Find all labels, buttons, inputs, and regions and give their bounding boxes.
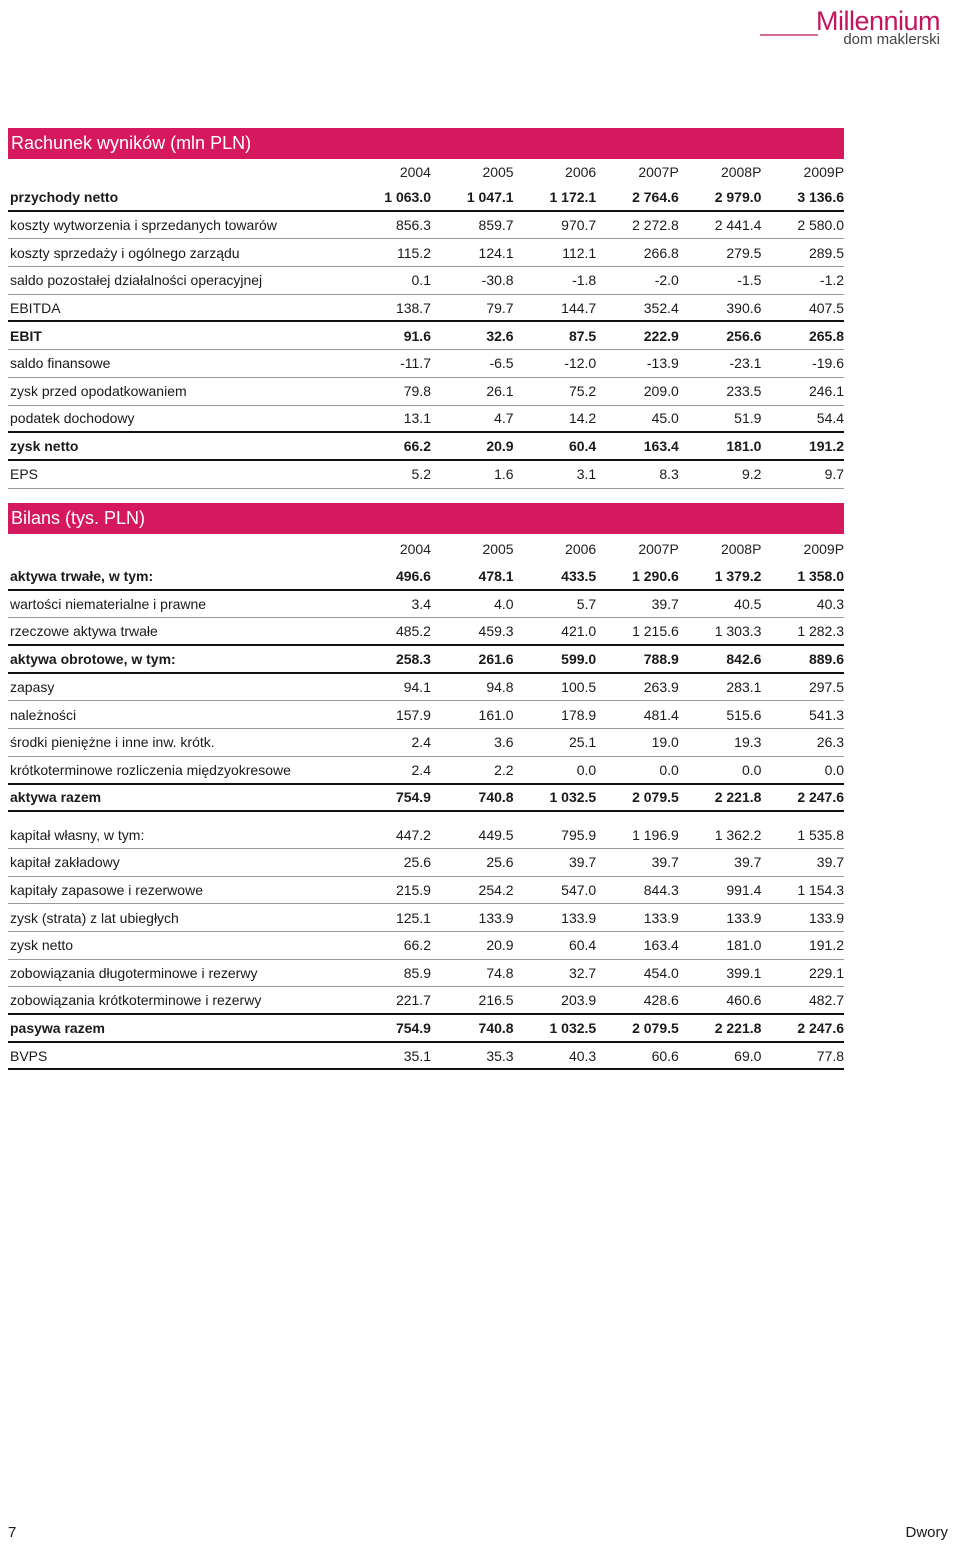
row-label: zapasy (10, 679, 55, 696)
row-label: zobowiązania krótkoterminowe i rezerwy (10, 992, 262, 1009)
table-cell: 125.1 (395, 909, 431, 926)
table-cell: 859.7 (478, 217, 514, 234)
table-cell: 9.2 (741, 466, 762, 483)
table-cell: 352.4 (643, 299, 679, 316)
table-cell: 26.3 (816, 734, 845, 751)
table-cell: 87.5 (568, 327, 597, 344)
table-cell: 77.8 (816, 1047, 845, 1064)
table-cell: 209.0 (643, 383, 679, 400)
table-cell: 1 047.1 (466, 188, 514, 205)
year-header: 2009P (803, 540, 845, 557)
table-cell: 447.2 (395, 826, 431, 843)
table-cell: 0.0 (576, 761, 597, 778)
table-row (8, 461, 844, 489)
year-header: 2009P (803, 163, 845, 180)
row-label: krótkoterminowe rozliczenia międzyokresowe (10, 761, 291, 778)
table-cell: -1.8 (572, 272, 597, 289)
year-header: 2004 (399, 163, 431, 180)
table-cell: 133.9 (561, 909, 597, 926)
table-cell: 1 154.3 (797, 881, 845, 898)
table-cell: 75.2 (568, 383, 597, 400)
table-cell: 4.7 (494, 410, 514, 427)
row-label: kapitał własny, w tym: (10, 826, 145, 843)
row-label: środki pieniężne i inne inw. krótk. (10, 734, 215, 751)
table-cell: 1 358.0 (797, 567, 845, 584)
table-cell: 3.4 (411, 596, 431, 613)
table-cell: 19.0 (651, 734, 679, 751)
table-cell: 161.0 (478, 706, 514, 723)
page-number: 7 (8, 1524, 17, 1541)
row-label: saldo pozostałej działalności operacyjnej (10, 272, 263, 289)
table-cell: 79.8 (403, 383, 431, 400)
table-cell: 1 172.1 (549, 188, 597, 205)
table-cell: 754.9 (395, 1019, 431, 1036)
table-row (8, 618, 844, 646)
table-cell: 229.1 (808, 964, 845, 981)
table-row (8, 322, 844, 350)
table-cell: 94.8 (486, 679, 514, 696)
assets-rows (8, 563, 844, 812)
table-cell: 2 079.5 (632, 1019, 679, 1036)
brand-logo (760, 2, 940, 52)
year-header: 2006 (565, 163, 597, 180)
table-cell: 69.0 (734, 1047, 762, 1064)
income-statement-table (8, 128, 844, 489)
table-cell: -11.7 (400, 355, 431, 372)
table-cell: 795.9 (561, 826, 597, 843)
row-label: należności (10, 706, 77, 723)
table-cell: 233.5 (726, 383, 762, 400)
logo-swoosh-icon (760, 2, 820, 42)
table-cell: 115.2 (396, 244, 431, 261)
table-cell: 216.5 (478, 992, 514, 1009)
table-cell: 40.3 (568, 1047, 597, 1064)
table-row (8, 406, 844, 434)
table-row (8, 433, 844, 461)
table-cell: 754.9 (395, 789, 431, 806)
table-cell: 2 247.6 (797, 1019, 845, 1036)
liabilities-rows (8, 821, 844, 1070)
table-cell: 449.5 (478, 826, 514, 843)
table-cell: 191.2 (808, 937, 845, 954)
table-cell: 740.8 (478, 1019, 514, 1036)
table-cell: 2 764.6 (632, 188, 679, 205)
row-label: przychody netto (10, 188, 119, 205)
table-cell: -2.0 (654, 272, 679, 289)
table-cell: -30.8 (481, 272, 514, 289)
table-cell: 478.1 (478, 567, 514, 584)
year-header: 2008P (720, 163, 762, 180)
table-row (8, 877, 844, 905)
table-cell: 1 032.5 (549, 789, 597, 806)
table-cell: 991.4 (726, 881, 762, 898)
table-cell: 1 379.2 (714, 567, 762, 584)
table-cell: 2 441.4 (714, 217, 762, 234)
table-cell: 3.6 (494, 734, 514, 751)
table-cell: 1 290.6 (632, 567, 679, 584)
table-cell: 399.1 (726, 964, 762, 981)
table-cell: 428.6 (643, 992, 679, 1009)
year-header: 2005 (482, 163, 514, 180)
table-cell: 60.4 (568, 937, 597, 954)
row-label: zysk netto (10, 438, 79, 455)
table-cell: 0.0 (824, 761, 845, 778)
table-cell: 390.6 (726, 299, 762, 316)
table-cell: 515.6 (726, 706, 762, 723)
row-label: zysk (strata) z lat ubiegłych (10, 909, 179, 926)
table-cell: 39.7 (651, 854, 679, 871)
year-header: 2008P (720, 540, 762, 557)
year-header: 2007P (638, 540, 679, 557)
table-cell: 421.0 (561, 623, 597, 640)
table-row (8, 785, 844, 813)
year-header: 2005 (482, 540, 514, 557)
row-label: kapitał zakładowy (10, 854, 120, 871)
balance-years-header (8, 534, 844, 563)
table-cell: -23.1 (729, 355, 762, 372)
table-cell: 39.7 (568, 854, 597, 871)
table-cell: 181.0 (726, 937, 762, 954)
table-cell: 39.7 (734, 854, 762, 871)
table-cell: 60.4 (568, 438, 597, 455)
table-cell: 0.1 (411, 272, 431, 289)
table-cell: 32.7 (568, 964, 597, 981)
table-cell: 485.2 (395, 623, 431, 640)
table-cell: 1 032.5 (549, 1019, 597, 1036)
table-cell: 547.0 (561, 881, 597, 898)
table-cell: 163.4 (643, 438, 679, 455)
table-cell: 407.5 (808, 299, 845, 316)
table-cell: 1 535.8 (797, 826, 845, 843)
table-cell: 124.1 (478, 244, 514, 261)
table-cell: 157.9 (395, 706, 431, 723)
table-cell: 1 063.0 (384, 188, 431, 205)
table-cell: 297.5 (808, 679, 845, 696)
table-cell: 2 079.5 (632, 789, 679, 806)
row-label: zobowiązania długoterminowe i rezerwy (10, 964, 258, 981)
table-row (8, 821, 844, 849)
table-cell: 254.2 (478, 881, 514, 898)
table-cell: 1 196.9 (632, 826, 679, 843)
year-header: 2004 (399, 540, 431, 557)
table-row (8, 757, 844, 785)
row-label: BVPS (10, 1047, 48, 1064)
row-label: kapitały zapasowe i rezerwowe (10, 881, 203, 898)
table-cell: 459.3 (478, 623, 514, 640)
table-cell: 1.6 (494, 466, 514, 483)
table-cell: 541.3 (808, 706, 845, 723)
table-cell: 85.9 (403, 964, 431, 981)
table-cell: 13.1 (403, 410, 431, 427)
table-cell: 2.4 (411, 761, 431, 778)
table-cell: 79.7 (486, 299, 514, 316)
table-cell: 5.2 (411, 466, 431, 483)
table-cell: 246.1 (808, 383, 845, 400)
row-label: aktywa razem (10, 789, 102, 806)
table-row (8, 674, 844, 702)
table-cell: 2 580.0 (797, 217, 845, 234)
table-row (8, 563, 844, 591)
table-cell: 460.6 (726, 992, 762, 1009)
table-cell: 66.2 (403, 937, 431, 954)
table-cell: -1.5 (737, 272, 762, 289)
footer-company: Dwory (905, 1524, 948, 1541)
table-cell: 39.7 (816, 854, 845, 871)
table-cell: 178.9 (561, 706, 597, 723)
table-row (8, 646, 844, 674)
logo-subtitle: dom maklerski (843, 31, 940, 48)
year-header: 2007P (638, 163, 679, 180)
table-row (8, 701, 844, 729)
table-cell: 5.7 (576, 596, 597, 613)
table-cell: 433.5 (561, 567, 597, 584)
table-cell: 2 247.6 (797, 789, 845, 806)
table-cell: 599.0 (561, 650, 597, 667)
table-cell: 60.6 (651, 1047, 679, 1064)
table-cell: 133.9 (726, 909, 762, 926)
table-cell: 40.3 (816, 596, 845, 613)
table-cell: 94.1 (403, 679, 431, 696)
row-label: zysk netto (10, 937, 74, 954)
row-label: aktywa obrotowe, w tym: (10, 650, 176, 667)
table-cell: -19.6 (812, 355, 845, 372)
table-cell: 20.9 (486, 937, 514, 954)
table-cell: 191.2 (808, 438, 845, 455)
table-cell: 740.8 (478, 789, 514, 806)
table-cell: -1.2 (819, 272, 845, 289)
table-row (8, 904, 844, 932)
table-cell: 788.9 (643, 650, 679, 667)
table-row (8, 212, 844, 240)
table-cell: 163.4 (643, 937, 679, 954)
year-header: 2006 (565, 540, 597, 557)
table-cell: 26.1 (486, 383, 514, 400)
table-cell: 54.4 (816, 410, 845, 427)
table-cell: 32.6 (486, 327, 514, 344)
table-row (8, 960, 844, 988)
table-cell: 138.7 (395, 299, 431, 316)
table-cell: 221.7 (395, 992, 431, 1009)
table-cell: 482.7 (808, 992, 845, 1009)
table-row (8, 591, 844, 619)
table-cell: 40.5 (734, 596, 762, 613)
balance-sheet-title: Bilans (tys. PLN) (8, 503, 844, 534)
table-cell: 133.9 (643, 909, 679, 926)
table-cell: 0.0 (659, 761, 679, 778)
table-cell: 261.6 (478, 650, 514, 667)
logo-name: Millennium (815, 6, 940, 36)
table-cell: 133.9 (808, 909, 845, 926)
table-cell: 266.8 (643, 244, 679, 261)
table-cell: 45.0 (651, 410, 679, 427)
table-row (8, 239, 844, 267)
table-cell: 25.1 (568, 734, 597, 751)
table-cell: 842.6 (726, 650, 762, 667)
table-cell: 1 282.3 (797, 623, 845, 640)
table-row (8, 1043, 844, 1071)
table-cell: 25.6 (486, 854, 514, 871)
table-cell: 112.1 (562, 244, 597, 261)
row-label: EBIT (10, 327, 42, 344)
table-cell: 8.3 (659, 466, 679, 483)
table-cell: 181.0 (726, 438, 762, 455)
table-cell: 279.5 (726, 244, 762, 261)
table-cell: 35.3 (486, 1047, 514, 1064)
table-row (8, 378, 844, 406)
table-cell: 66.2 (403, 438, 431, 455)
row-label: saldo finansowe (10, 355, 111, 372)
row-label: koszty wytworzenia i sprzedanych towarów (10, 217, 277, 234)
table-cell: 19.3 (734, 734, 762, 751)
table-cell: 9.7 (824, 466, 845, 483)
table-cell: 2.4 (411, 734, 431, 751)
table-row (8, 267, 844, 295)
table-cell: 20.9 (486, 438, 514, 455)
table-row (8, 184, 844, 212)
table-row (8, 932, 844, 960)
table-row (8, 849, 844, 877)
table-cell: 144.7 (561, 299, 597, 316)
table-cell: 3.1 (576, 466, 597, 483)
table-cell: 289.5 (808, 244, 845, 261)
table-row (8, 987, 844, 1015)
table-cell: 100.5 (561, 679, 597, 696)
table-cell: 2 221.8 (714, 789, 762, 806)
table-cell: 856.3 (395, 217, 431, 234)
table-row (8, 1015, 844, 1043)
table-cell: 0.0 (741, 761, 762, 778)
table-cell: 2 272.8 (632, 217, 679, 234)
balance-sheet-table (8, 503, 844, 1070)
table-cell: 4.0 (494, 596, 514, 613)
row-label: podatek dochodowy (10, 410, 135, 427)
table-cell: 74.8 (486, 964, 514, 981)
table-cell: 133.9 (478, 909, 514, 926)
table-cell: 14.2 (568, 410, 597, 427)
table-row (8, 350, 844, 378)
table-cell: 3 136.6 (797, 188, 845, 205)
table-cell: 2 979.0 (714, 188, 762, 205)
table-row (8, 295, 844, 323)
table-cell: 844.3 (643, 881, 679, 898)
table-row (8, 729, 844, 757)
table-cell: 454.0 (643, 964, 679, 981)
income-years-header (8, 159, 844, 184)
table-cell: 889.6 (808, 650, 845, 667)
table-cell: 1 303.3 (714, 623, 762, 640)
table-cell: 1 215.6 (632, 623, 679, 640)
table-cell: 256.6 (726, 327, 762, 344)
table-cell: 1 362.2 (714, 826, 762, 843)
income-statement-title: Rachunek wyników (mln PLN) (8, 128, 844, 159)
table-cell: 222.9 (643, 327, 679, 344)
table-cell: 2 221.8 (714, 1019, 762, 1036)
row-label: rzeczowe aktywa trwałe (10, 623, 158, 640)
income-rows (8, 184, 844, 489)
table-cell: 215.9 (395, 881, 431, 898)
table-cell: 39.7 (651, 596, 679, 613)
table-cell: -13.9 (646, 355, 679, 372)
row-label: koszty sprzedaży i ogólnego zarządu (10, 244, 240, 261)
table-cell: 203.9 (561, 992, 597, 1009)
table-cell: 51.9 (734, 410, 762, 427)
row-label: EPS (10, 466, 39, 483)
table-cell: -12.0 (564, 355, 597, 372)
table-cell: 25.6 (403, 854, 431, 871)
row-label: EBITDA (10, 299, 61, 316)
table-cell: 970.7 (561, 217, 597, 234)
table-cell: 265.8 (808, 327, 845, 344)
table-cell: 258.3 (395, 650, 431, 667)
table-cell: 91.6 (403, 327, 431, 344)
table-cell: 481.4 (643, 706, 679, 723)
row-label: pasywa razem (10, 1019, 105, 1036)
table-cell: 35.1 (403, 1047, 431, 1064)
row-label: wartości niematerialne i prawne (10, 596, 207, 613)
table-cell: 283.1 (726, 679, 762, 696)
row-label: zysk przed opodatkowaniem (10, 383, 187, 400)
table-cell: 263.9 (643, 679, 679, 696)
table-cell: -6.5 (489, 355, 514, 372)
table-cell: 2.2 (494, 761, 514, 778)
table-cell: 496.6 (395, 567, 431, 584)
row-label: aktywa trwałe, w tym: (10, 567, 154, 584)
